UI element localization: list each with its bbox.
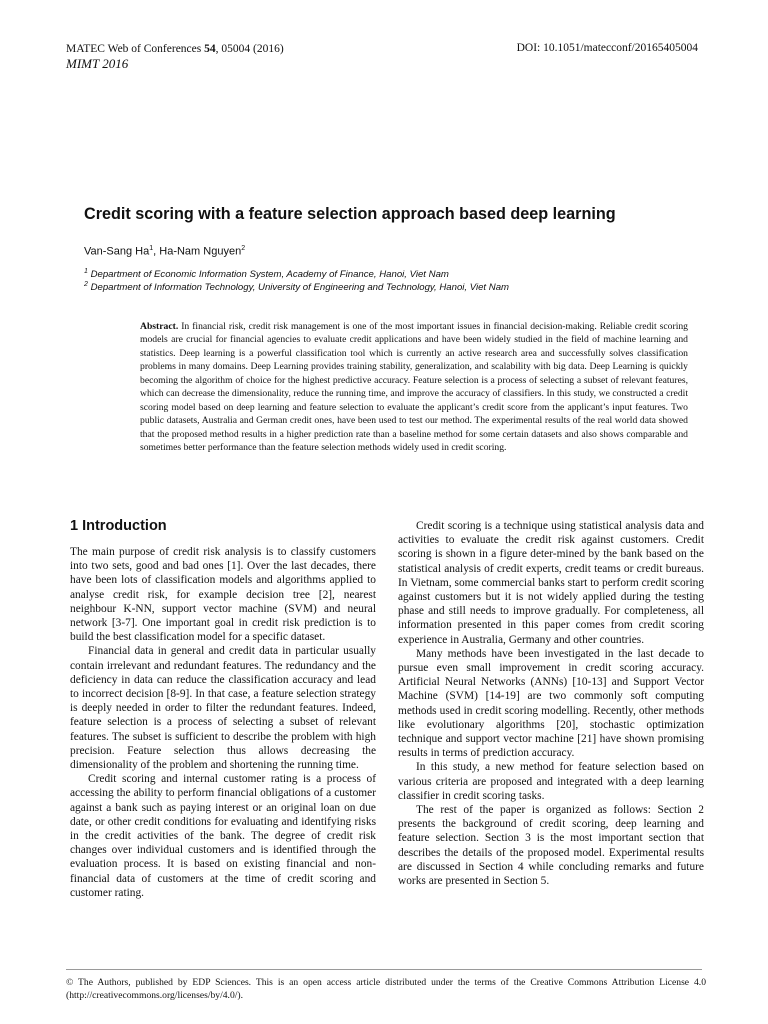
paragraph: In this study, a new method for feature selection based on various criteria are proposed and integrated with a deep learning classifier in credit scoring tasks. — [398, 761, 704, 802]
affiliation-text: Department of Information Technology, University of Engineering and Technology, Hanoi, Viet Nam — [87, 282, 510, 294]
article-number: , 05004 (2016) — [215, 43, 284, 55]
footer-divider — [66, 969, 702, 970]
paragraph: Credit scoring is a technique using statistical analysis data and activities to evaluate the credit risk against customers. Credit scoring is shown in a figure deter-mined by the bank based on the statistical analysis of credit experts, credit teams or credit bureaus. In Vietnam, some commercial banks start to perform credit scoring against customers but it is not widely applied during the testing phase and still needs to improve gradually. For completeness, all information presented in this paper comes from credit scoring experience in Australia, Germany and other countries. — [398, 520, 704, 646]
affiliation-text: Department of Economic Information System, Academy of Finance, Hanoi, Viet Nam — [87, 269, 449, 281]
paragraph: The rest of the paper is organized as follows: Section 2 presents the background of credit scoring, deep learning and feature selection. Section 3 is the most important section that describes the details of the proposed model. Experimental results are discussed in Section 4 while concluding remarks and future works are presented in Section 5. — [398, 804, 704, 888]
paragraph: Many methods have been investigated in the last decade to pursue even small improvement in credit scoring accuracy. Artificial Neural Networks (ANNs) [10-13] and Support Vector Machine (SVM) [14-19] are two commonly soft computing methods used in credit scoring modelling. Recently, other methods like evolutionary algorithms [20], stochastic optimization technique and support vector machine [21] have shown promising results in terms of prediction accuracy. — [398, 647, 704, 760]
author-separator: , — [153, 245, 160, 258]
affiliation — [84, 281, 704, 293]
left-column — [70, 545, 376, 900]
journal-volume: 54 — [204, 43, 216, 55]
affiliation — [84, 268, 704, 280]
running-header-left — [66, 42, 284, 71]
abstract-label: Abstract. — [140, 321, 179, 332]
affiliation-marker: 1 — [149, 245, 154, 252]
abstract-text: In financial risk, credit risk management is one of the most important issues in financial decision-making. Reliable credit scoring models are crucial for financial agencies to evaluate credit applications and have been widely studied in the field of machine learning and statistics. Deep learning is a powerful classification tool which is currently an active research area and successfully solves classification problems in many domains. Deep Learning provides training stability, generalization, and scalability with big data. Deep Learning is quickly becoming the algorithm of choice for the highest predictive accuracy. Feature selection is a process of selecting a subset of relevant features, which can decrease the dimensionality, reduce the running time, and improve the accuracy of classifiers. In this study, we constructed a credit scoring model based on deep learning and feature selection to evaluate the applicant’s credit score from the applicant’s input features. Two public datasets, Australia and German credit ones, have been used to test our method. The experimental results of the real world data showed that the proposed method results in a higher prediction rate than a baseline method for some certain datasets and also shows comparable and sometimes better performance than the feature selection methods widely used in credit scoring. — [140, 321, 688, 454]
paper-title: Credit scoring with a feature selection approach based deep learning — [84, 205, 616, 223]
right-column — [398, 519, 704, 888]
author-list — [84, 245, 245, 258]
affiliation-marker: 2 — [84, 281, 88, 288]
section-heading: 1 Introduction — [70, 518, 167, 534]
doi: DOI: 10.1051/matecconf/20165405004 — [516, 42, 698, 54]
paragraph: The main purpose of credit risk analysis is to classify customers into two sets, good and bad ones [1]. Over the last decades, there have been lots of classification models and algorithms applied to analyse credit risk, for example decision tree [2], nearest neighbour K-NN, support vector machine (SVM) and neural network [3-7]. One important goal in credit risk prediction is to build the best classification model for a specific dataset. — [70, 546, 376, 644]
affiliation-marker: 1 — [84, 268, 88, 275]
author-name: Ha-Nam Nguyen — [159, 245, 242, 258]
abstract — [140, 320, 688, 455]
conference-name: MIMT 2016 — [66, 56, 129, 71]
paragraph: Financial data in general and credit data in particular usually contain irrelevant and redundant features. The redundancy and the deficiency in data can reduce the classification accuracy and lead to incorrect decision [8-9]. In that case, a feature selection strategy is deeply needed in order to filter the redundant features. Indeed, feature selection is a process of selecting a subset of relevant features. The subset is sufficient to describe the problem with high precision. Feature selection thus allows decreasing the dimensionality of the problem and shortening the running time. — [70, 645, 376, 772]
paragraph: Credit scoring and internal customer rating is a process of accessing the ability to perform financial obligations of a customer against a bank such as paying interest or an original loan on due date, or other credit conditions for evaluating and identifying risks in the credit activities of the bank. The degree of credit risk changes over individual customers and is identified through the evaluation process. It is based on existing financial and non-financial data of customers at the time of credit scoring and customer rating. — [70, 773, 376, 899]
affiliation-marker: 2 — [241, 245, 246, 252]
author-name: Van-Sang Ha — [84, 245, 150, 258]
license-footer: © The Authors, published by EDP Sciences. This is an open access article distributed under the terms of the Creative Commons Attribution License 4.0 (http://creativecommons.org/licenses/by/4.0/). — [66, 977, 706, 1001]
journal-name: MATEC Web of Conferences — [66, 43, 202, 55]
